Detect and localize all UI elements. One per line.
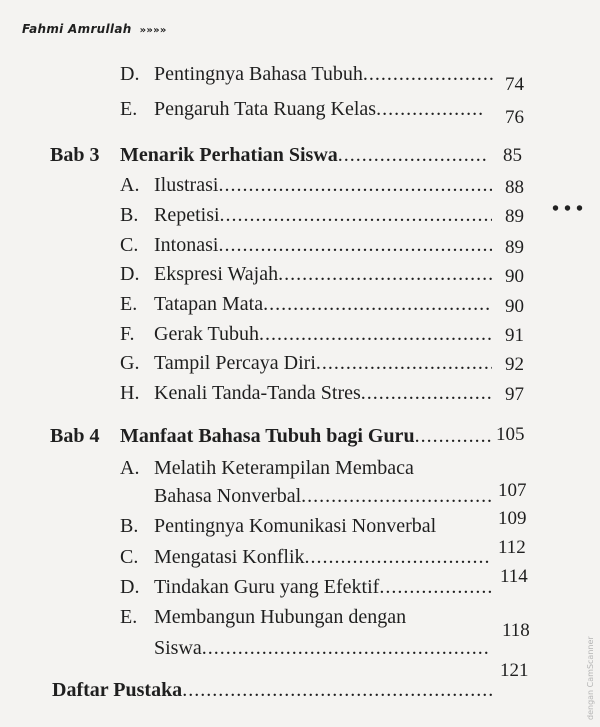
leader-dots: [278, 262, 492, 286]
leader-dots: [259, 322, 492, 346]
entry-page: 109: [498, 508, 527, 529]
entry-letter: A.: [120, 457, 140, 479]
entry-page: 97: [505, 384, 524, 405]
entry-letter: E.: [120, 606, 138, 628]
entry-page: 92: [505, 354, 524, 375]
entry-page: 85: [503, 145, 522, 166]
leader-dots: [379, 575, 492, 599]
entry-page: 89: [505, 237, 524, 258]
author-name: Fahmi Amrullah: [22, 22, 132, 36]
entry-letter: C.: [120, 546, 139, 568]
scanner-watermark: dengan CamScanner: [586, 636, 595, 720]
toc-entry-continuation: [154, 636, 490, 660]
toc-entry: [120, 514, 492, 538]
entry-page: 76: [505, 107, 524, 128]
toc-entry: [120, 203, 492, 227]
entry-title: Mengatasi Konflik: [154, 546, 305, 568]
toc-entry: [120, 233, 492, 257]
toc-entry: [120, 351, 492, 375]
entry-page: 121: [500, 660, 529, 681]
chapter-label: Bab 3: [50, 144, 100, 166]
chapter-title: Manfaat Bahasa Tubuh bagi Guru: [120, 425, 415, 447]
toc-entry: [120, 292, 492, 316]
leader-dots: [263, 292, 492, 316]
entry-letter: D.: [120, 263, 140, 285]
leader-dots: [182, 678, 492, 702]
entry-page: 114: [500, 566, 528, 587]
toc-entry: [120, 381, 492, 405]
entry-title: Daftar Pustaka: [52, 679, 183, 701]
entry-title: Tindakan Guru yang Efektif: [154, 576, 380, 598]
entry-title: Pentingnya Komunikasi Nonverbal: [154, 515, 437, 537]
toc-entry: [120, 262, 492, 286]
toc-entry: [120, 456, 492, 480]
entry-page: 105: [496, 424, 525, 445]
entry-page: 90: [505, 296, 524, 317]
entry-title: Tatapan Mata: [154, 293, 264, 315]
side-ellipsis-mark: • • •: [552, 198, 584, 220]
toc-entry: [120, 173, 492, 197]
leader-dots: [376, 97, 482, 121]
leader-dots: [338, 143, 488, 167]
header-marks: »»»»: [139, 25, 167, 36]
entry-title: Membangun Hubungan dengan: [154, 606, 407, 628]
toc-chapter: [50, 424, 492, 448]
toc-entry: [120, 545, 490, 569]
toc-entry: [120, 322, 492, 346]
entry-letter: B.: [120, 515, 139, 537]
entry-letter: B.: [120, 204, 139, 226]
entry-letter: G.: [120, 352, 140, 374]
entry-title: Ekspresi Wajah: [154, 263, 279, 285]
entry-title-continued: Siswa: [154, 637, 202, 659]
leader-dots: [220, 203, 492, 227]
leader-dots: [363, 62, 496, 86]
entry-letter: E.: [120, 293, 138, 315]
entry-page: 107: [498, 480, 527, 501]
leader-dots: [301, 484, 492, 508]
entry-letter: F.: [120, 323, 135, 345]
toc-entry: [52, 678, 492, 702]
toc-entry: [120, 605, 492, 629]
entry-title: Kenali Tanda-Tanda Stres: [154, 382, 361, 404]
toc-entry: [120, 97, 482, 121]
entry-letter: E.: [120, 98, 138, 120]
entry-title: Ilustrasi: [154, 174, 219, 196]
entry-letter: H.: [120, 382, 140, 404]
leader-dots: [415, 424, 492, 448]
chapter-title: Menarik Perhatian Siswa: [120, 144, 338, 166]
entry-page: 89: [505, 206, 524, 227]
entry-title: Pengaruh Tata Ruang Kelas: [154, 98, 377, 120]
entry-page: 112: [498, 537, 526, 558]
entry-letter: D.: [120, 63, 140, 85]
toc-entry-continuation: [154, 484, 492, 508]
leader-dots: [316, 351, 492, 375]
entry-title-continued: Bahasa Nonverbal: [154, 485, 302, 507]
entry-title: Pentingnya Bahasa Tubuh: [154, 63, 363, 85]
leader-dots: [202, 636, 490, 660]
entry-letter: C.: [120, 234, 139, 256]
entry-page: 90: [505, 266, 524, 287]
entry-page: 91: [505, 325, 524, 346]
chapter-label: Bab 4: [50, 425, 100, 447]
toc-entry: [120, 62, 496, 86]
toc-chapter: [50, 143, 488, 167]
entry-letter: A.: [120, 174, 140, 196]
entry-page: 118: [502, 620, 530, 641]
toc-entry: [120, 575, 492, 599]
entry-title: Intonasi: [154, 234, 219, 256]
running-header: [22, 22, 167, 36]
entry-title: Tampil Percaya Diri: [154, 352, 316, 374]
entry-page: 74: [505, 74, 524, 95]
entry-title: Repetisi: [154, 204, 220, 226]
leader-dots: [218, 173, 492, 197]
entry-page: 88: [505, 177, 524, 198]
leader-dots: [361, 381, 492, 405]
entry-title: Gerak Tubuh: [154, 323, 260, 345]
leader-dots: [218, 233, 492, 257]
entry-letter: D.: [120, 576, 140, 598]
leader-dots: [305, 545, 490, 569]
entry-title: Melatih Keterampilan Membaca: [154, 457, 414, 479]
